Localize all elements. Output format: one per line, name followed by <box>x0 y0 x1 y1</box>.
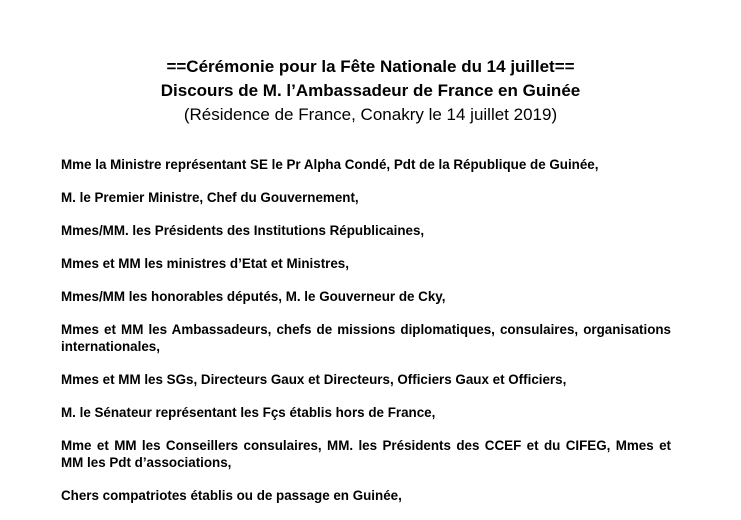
salutation-line: Mmes et MM les SGs, Directeurs Gaux et Directeurs, Officiers Gaux et Officiers, <box>61 372 567 387</box>
salutation-line: M. le Premier Ministre, Chef du Gouvernement, <box>61 190 359 205</box>
salutation-line: Mmes/MM les honorables députés, M. le Gouverneur de Cky, <box>61 289 446 304</box>
speech-title: Discours de M. l’Ambassadeur de France en Guinée <box>160 81 581 100</box>
venue-date: (Résidence de France, Conakry le 14 juillet 2019) <box>183 105 558 124</box>
document-header <box>0 55 741 127</box>
salutation-line: Mme et MM les Conseillers consulaires, MM. les Présidents des CCEF et du CIFEG, Mmes et MM les Pdt d’associations, <box>61 438 671 470</box>
salutation-line: Mmes et MM les ministres d’Etat et Ministres, <box>61 256 349 271</box>
salutation-line: Mmes et MM les Ambassadeurs, chefs de missions diplomatiques, consulaires, organisations internationales, <box>61 322 671 354</box>
event-title: ==Cérémonie pour la Fête Nationale du 14 juillet== <box>166 57 575 76</box>
salutations-list <box>61 156 671 520</box>
salutation-line: M. le Sénateur représentant les Fçs établis hors de France, <box>61 405 436 420</box>
salutation-line: Chers compatriotes établis ou de passage en Guinée, <box>61 488 402 503</box>
salutation-line: Mmes/MM. les Présidents des Institutions Républicaines, <box>61 223 425 238</box>
salutation-line: Mme la Ministre représentant SE le Pr Alpha Condé, Pdt de la République de Guinée, <box>61 157 599 172</box>
